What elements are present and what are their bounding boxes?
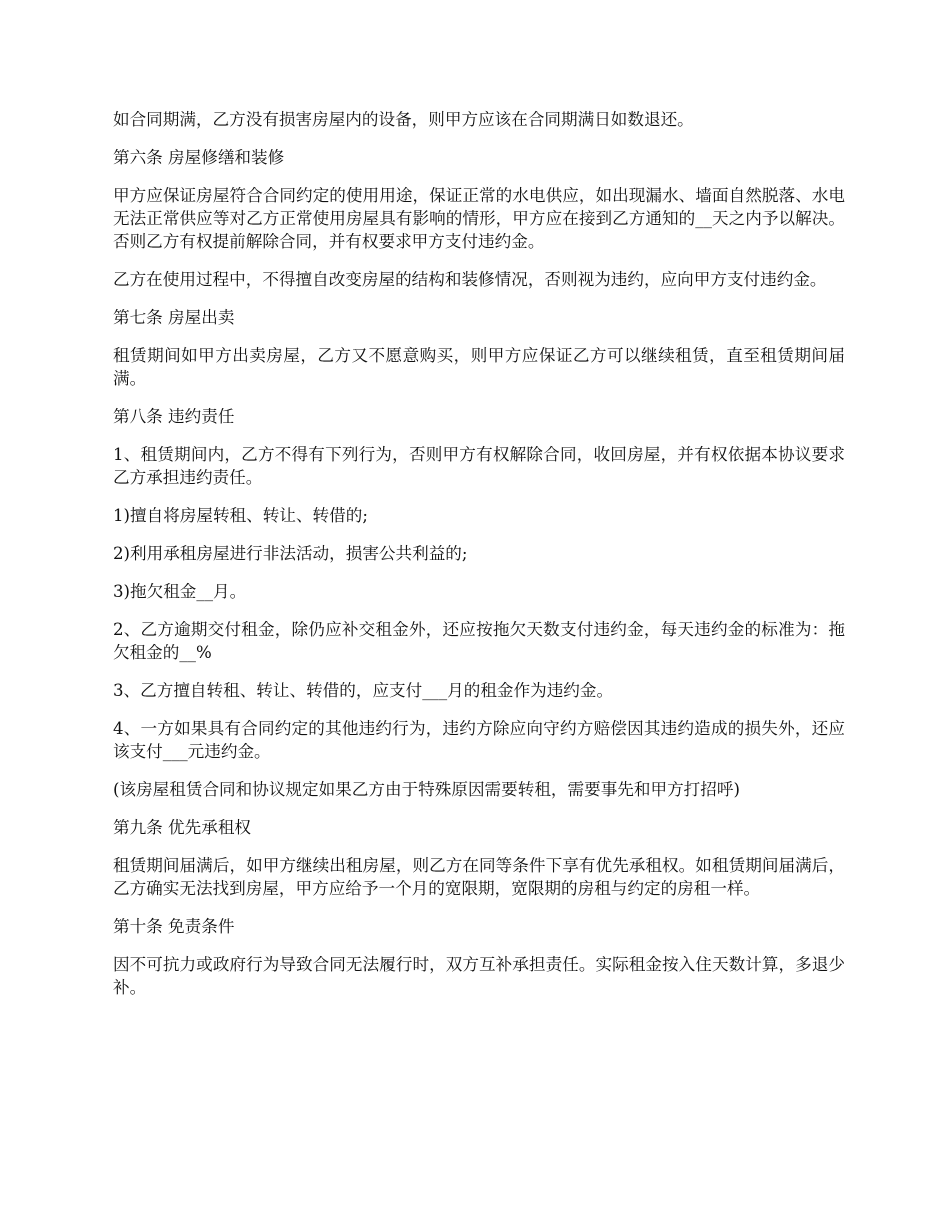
heading-article-9: 第九条 优先承租权	[113, 818, 252, 837]
paragraph-breach-item-2: 2、乙方逾期交付租金，除仍应补交租金外，还应按拖欠天数支付违约金，每天违约金的标准为：拖欠租金的__%	[113, 620, 845, 662]
paragraph-breach-sub-2: 2)利用承租房屋进行非法活动，损害公共利益的;	[113, 544, 468, 563]
paragraph-priority-lease: 租赁期间届满后，如甲方继续出租房屋，则乙方在同等条件下享有优先承租权。如租赁期间届满后，乙方确实无法找到房屋，甲方应给予一个月的宽限期，宽限期的房租与约定的房租一样。	[113, 856, 845, 898]
paragraph-deposit-refund: 如合同期满，乙方没有损害房屋内的设备，则甲方应该在合同期满日如数退还。	[113, 110, 694, 129]
paragraph-breach-item-4: 4、一方如果具有合同约定的其他违约行为，违约方除应向守约方赔偿因其违约造成的损失外，还应该支付___元违约金。	[113, 719, 845, 761]
heading-article-10: 第十条 免责条件	[113, 917, 235, 936]
paragraph-sublet-note: (该房屋租赁合同和协议规定如果乙方由于特殊原因需要转租，需要事先和甲方打招呼)	[113, 780, 740, 799]
paragraph-breach-item-1: 1、租赁期间内，乙方不得有下列行为，否则甲方有权解除合同，收回房屋，并有权依据本协议要求乙方承担违约责任。	[113, 445, 845, 487]
paragraph-breach-sub-3: 3)拖欠租金__月。	[113, 582, 247, 601]
heading-article-7: 第七条 房屋出卖	[113, 308, 235, 327]
heading-article-6: 第六条 房屋修缮和装修	[113, 148, 285, 167]
paragraph-breach-sub-1: 1)擅自将房屋转租、转让、转借的;	[113, 506, 368, 525]
paragraph-breach-item-3: 3、乙方擅自转租、转让、转借的，应支付___月的租金作为违约金。	[113, 681, 614, 700]
document-body	[113, 108, 845, 1014]
paragraph-force-majeure: 因不可抗力或政府行为导致合同无法履行时，双方互补承担责任。实际租金按入住天数计算，多退少补。	[113, 955, 845, 997]
paragraph-repair-obligation: 甲方应保证房屋符合合同约定的使用用途，保证正常的水电供应，如出现漏水、墙面自然脱落、水电无法正常供应等对乙方正常使用房屋具有影响的情形，甲方应在接到乙方通知的__天之内予以解决。否则乙方有权提前解除合同，并有权要求甲方支付违约金。	[113, 186, 845, 251]
paragraph-no-alteration: 乙方在使用过程中，不得擅自改变房屋的结构和装修情况，否则视为违约，应向甲方支付违约金。	[113, 270, 827, 289]
heading-article-8: 第八条 违约责任	[113, 407, 235, 426]
paragraph-house-sale: 租赁期间如甲方出卖房屋，乙方又不愿意购买，则甲方应保证乙方可以继续租赁，直至租赁期间届满。	[113, 346, 845, 388]
